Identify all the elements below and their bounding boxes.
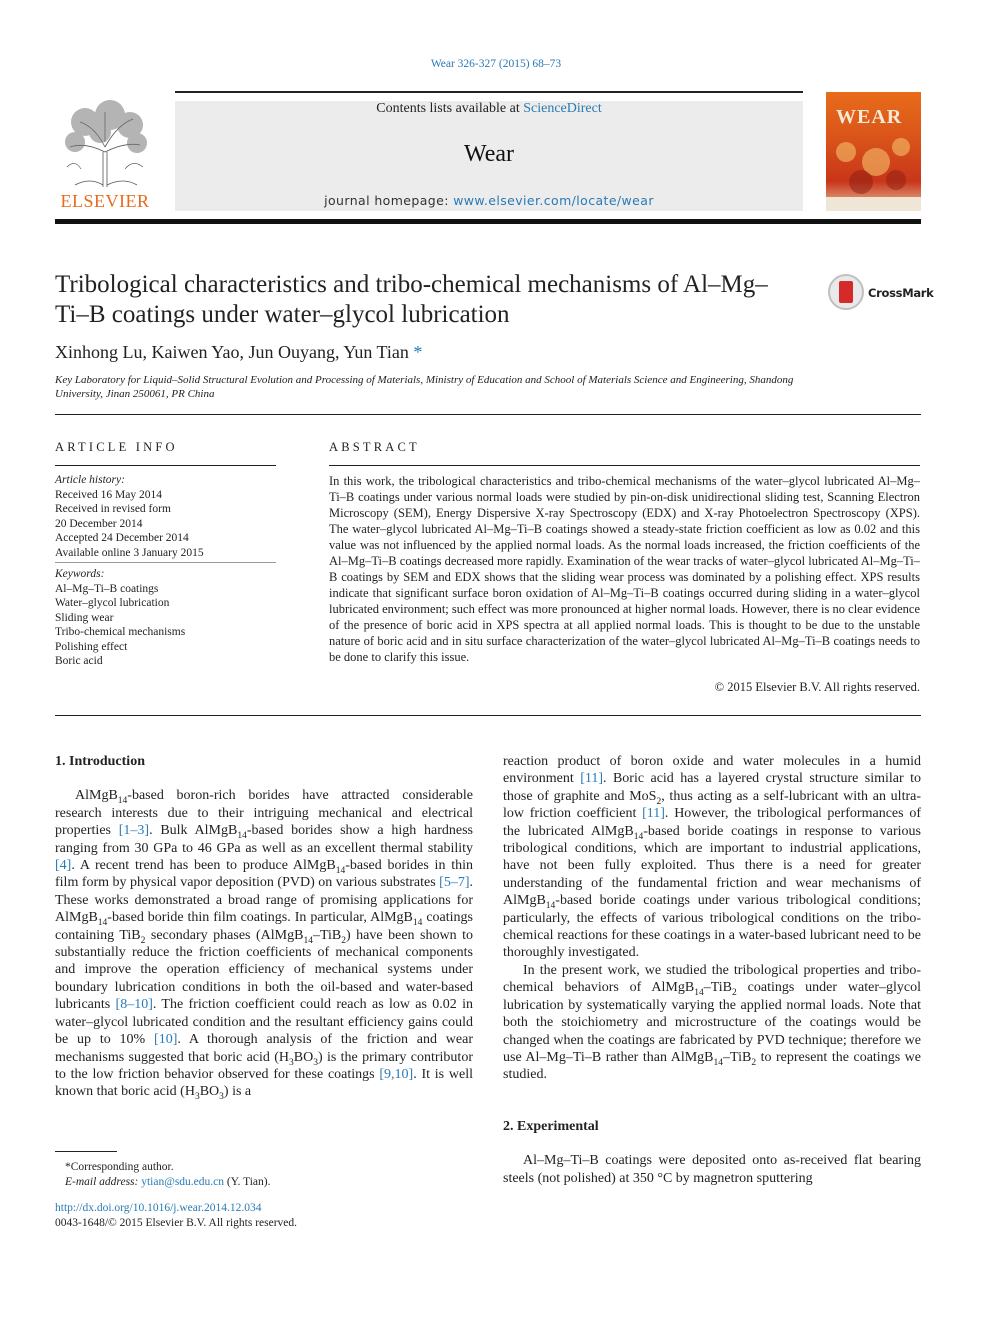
keywords-block: [55, 567, 285, 669]
doi-block: [55, 1201, 475, 1231]
ref-link[interactable]: [9,10]: [379, 1066, 414, 1082]
journal-header-band: [175, 101, 803, 211]
journal-cover-image: [826, 92, 921, 211]
journal-citation[interactable]: Wear 326-327 (2015) 68–73: [430, 58, 562, 70]
keyword-item: Boric acid: [55, 655, 103, 667]
keywords-rule: [55, 562, 276, 563]
journal-name: Wear: [463, 141, 515, 167]
history-item: 20 December 2014: [55, 517, 143, 530]
ref-link[interactable]: [11]: [642, 806, 665, 822]
author-list: Xinhong Lu, Kaiwen Yao, Jun Ouyang, Yun Tian *: [55, 342, 423, 362]
keyword-item: Tribo-chemical mechanisms: [55, 626, 186, 638]
footnote-rule: [55, 1151, 117, 1152]
article-info-heading: ARTICLE INFO: [55, 440, 178, 454]
crossmark-label: CrossMark: [868, 286, 934, 300]
ref-link[interactable]: [1–3]: [118, 823, 150, 839]
keywords-label: Keywords:: [55, 568, 105, 580]
ref-link[interactable]: [5–7]: [439, 875, 470, 891]
contents-line: Contents lists available at ScienceDirect: [376, 101, 602, 116]
intro-paragraph: In the present work, we studied the tribological properties and tribo-chemical behaviors of AlMgB$_{14}$–TiB$_2$ coatings under water–glycol lubrication by systematically varying the applied normal loads. Note that both the stoichiometry and microstructure of the coatings would be changed when the coatings are fabricated by PVD technique; therefore we use Al–Mg–Ti–B rather than AlMgB$_{14}$–TiB$_2$ to represent the coatings we studied.: [503, 962, 921, 1083]
intro-paragraph-continued: reaction product of boron oxide and water molecules in a humid environment [11]. Boric acid has a layered crystal structure similar to those of graphite and MoS$_2$, thus acting as a self-lubricant with an ultra-low friction coefficient [11]. However, the tribological performances of the lubricated AlMgB$_{14}$-based boride coatings in response to various tribological conditions, which are important to industrial applications, have not been fully exploited. Thus there is a need for greater understanding of the fundamental friction and wear mechanisms of AlMgB$_{14}$-based boride coatings under various tribological conditions; particularly, the effects of various tribological conditions on the tribo-chemical reactions for these coatings in a water-based lubricant need to be thoroughly investigated.: [503, 754, 922, 961]
keyword-item: Water–glycol lubrication: [55, 597, 170, 609]
intro-paragraph: AlMgB$_{14}$-based boron-rich borides have attracted considerable research interests due to their intriguing mechanical and electrical properties [1–3]. Bulk AlMgB$_{14}$-based borides show a high hardness ranging from 30 GPa to 46 GPa as well as an excellent thermal stability [4]. A recent trend has been to produce AlMgB$_{14}$-based borides in thin film form by physical vapor deposition (PVD) on various substrates [5–7]. These works demonstrated a broad range of promising applications for AlMgB$_{14}$-based boride thin film coatings. In particular, AlMgB$_{14}$ coatings containing TiB$_2$ secondary phases (AlMgB$_{14}$–TiB$_2$) have been shown to substantially reduce the friction coefficients of mechanical components and improve the operation efficiency of mechanical systems under boundary lubrication conditions in both the oil-based and water-based lubricants [8–10]. The friction coefficient could reach as low as 0.02 in water–glycol lubricated condition and the resultant efficiency gains could be up to 10% [10]. A thorough analysis of the friction and wear mechanisms suggested that boric acid $(H_3BO_3)$ is the primary contributor to the low friction behavior observed for these coatings [9,10]. It is well known that boric acid $(H_3BO_3)$ is a: [55, 788, 474, 1103]
crossmark-badge[interactable]: [828, 274, 934, 314]
history-item: Received 16 May 2014: [55, 488, 162, 501]
ref-link[interactable]: [8–10]: [115, 997, 153, 1013]
crossmark-icon: [828, 274, 864, 310]
affiliation: Key Laboratory for Liquid–Solid Structural Evolution and Processing of Materials, Ministry of Education and School of Materials Science and Engineering, Shandong University, Jinan 250061, PR China: [55, 374, 794, 400]
keyword-item: Al–Mg–Ti–B coatings: [55, 582, 159, 595]
abstract-rule: [329, 465, 920, 466]
abstract-bottom-rule: [55, 715, 921, 716]
ref-link[interactable]: [10]: [154, 1032, 178, 1048]
history-item: Accepted 24 December 2014: [55, 532, 189, 544]
history-item: Available online 3 January 2015: [55, 546, 204, 559]
experimental-paragraph: Al–Mg–Ti–B coatings were deposited onto as-received flat bearing steels (not polished) at 350 °C by magnetron sputtering: [503, 1153, 921, 1186]
corresponding-author-note: *Corresponding author.: [65, 1161, 174, 1173]
body-right-column: [503, 753, 921, 1187]
cover-title: WEAR: [836, 106, 903, 128]
doi-link[interactable]: http://dx.doi.org/10.1016/j.wear.2014.12.034: [55, 1202, 262, 1214]
journal-homepage-link[interactable]: www.elsevier.com/locate/wear: [453, 193, 654, 208]
corresponding-footnote: [55, 1160, 475, 1189]
ref-link[interactable]: [4]: [55, 858, 72, 874]
abstract-heading: ABSTRACT: [329, 440, 420, 454]
author-email-link[interactable]: ytian@sdu.edu.cn: [141, 1175, 225, 1188]
header-thick-rule: [55, 219, 921, 224]
section-2-title: 2. Experimental: [503, 1118, 599, 1134]
affiliation-rule: [55, 414, 921, 415]
corresponding-author-mark[interactable]: *: [413, 342, 423, 362]
article-history: [55, 473, 285, 560]
keyword-item: Sliding wear: [55, 611, 114, 624]
body-left-column: [55, 753, 473, 1101]
article-info-rule: [55, 465, 276, 466]
cover-footer-strip: [826, 197, 921, 211]
ref-link[interactable]: [11]: [580, 771, 604, 787]
abstract-text: In this work, the tribological characteristics and tribo-chemical mechanisms of the water–glycol lubricated Al–Mg–Ti–B coatings under various normal loads were studied by pin-on-disk unidirectional sliding test, Scanning Electron Microscopy (SEM), Energy Dispersive X-ray Spectroscopy (EDX) and X-ray Photoelectron Spectroscopy (XPS). The water–glycol lubricated Al–Mg–Ti–B coatings showed a steady-state friction coefficient as low as 0.02 and this value was not influenced by the applied normal loads. As the normal loads increased, the friction coefficients of the Al–Mg–Ti–B coatings decreased more rapidly. Examination of the wear tracks of water–glycol lubricated Al–Mg–Ti–B coatings by SEM and EDX shows that the sliding wear process was dominated by a polishing effect. XPS results indicate that significant surface boron oxidation of Al–Mg–Ti–B coatings occurred during sliding in a water–glycol lubricated environment; such effect was more pronounced at higher normal loads. However, there is no clear evidence of the presence of boric acid in XPS spectra at all applied normal loads. This is thought to be due to the unstable nature of boric acid and in situ surface characterization of the water–glycol lubricated Al–Mg–Ti–B coatings needs to be done to clarify this issue.: [329, 474, 920, 664]
keyword-item: Polishing effect: [55, 640, 128, 653]
abstract-copyright: © 2015 Elsevier B.V. All rights reserved.: [714, 680, 920, 694]
history-label: Article history:: [55, 474, 125, 486]
header-top-rule: [175, 91, 803, 93]
elsevier-wordmark: ELSEVIER: [60, 191, 150, 211]
article-title: Tribological characteristics and tribo-chemical mechanisms of Al–Mg–Ti–B coatings under water–glycol lubrication: [55, 271, 768, 328]
sciencedirect-link[interactable]: ScienceDirect: [523, 101, 602, 116]
history-item: Received in revised form: [55, 503, 171, 515]
email-line: E-mail address: ytian@sdu.edu.cn (Y. Tian).: [65, 1175, 271, 1188]
section-1-title: 1. Introduction: [55, 754, 145, 769]
issn-copyright: 0043-1648/© 2015 Elsevier B.V. All rights reserved.: [55, 1217, 298, 1229]
journal-homepage-line: journal homepage: www.elsevier.com/locate/wear: [324, 193, 654, 208]
